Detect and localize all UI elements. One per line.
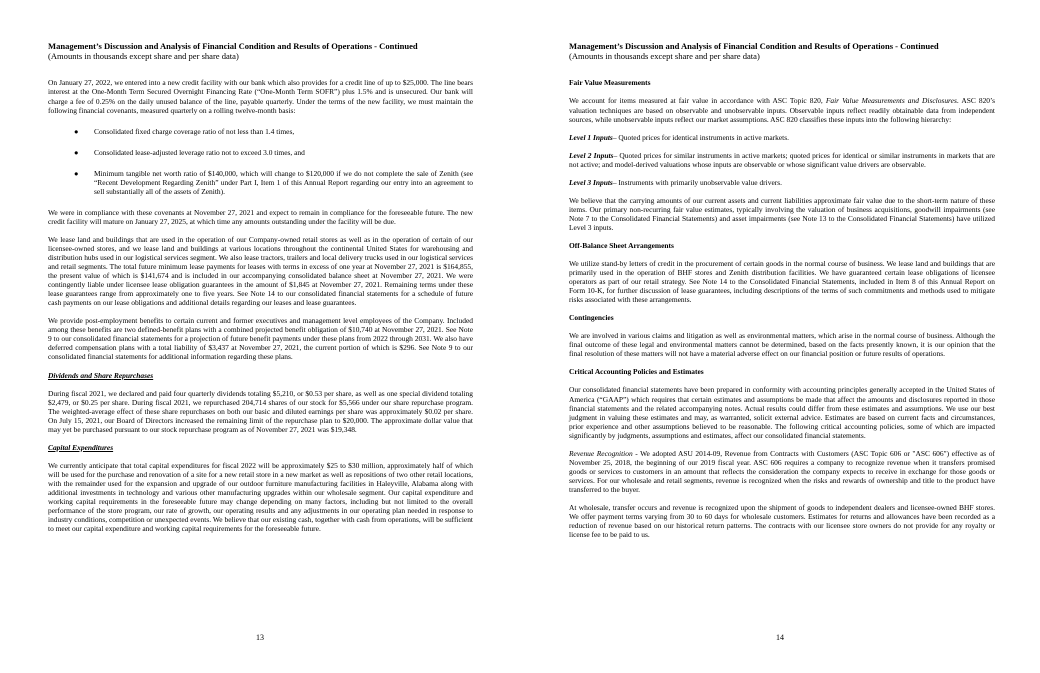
dividends-heading: Dividends and Share Repurchases (48, 370, 154, 380)
credit-facility-paragraph: On January 27, 2022, we entered into a new credit facility with our bank which also provides for a credit line of up to $25,000. The line bears interest at the One-Month Term Secured Overnight Financing Rate (“One-Month Term SOFR”) plus 1.5% and is unsecured. Our bank will charge a fee of 0.25% on the daily unused balance of the line, payable quarterly. Under the terms of the new facility, we must maintain the following financial covenants, measured quarterly on a rolling twelve-month basis: (48, 78, 473, 115)
bullet-icon: ● (74, 147, 79, 157)
off-balance-paragraph: We utilize stand-by letters of credit in the procurement of certain goods in the normal course of business. We lease land and buildings that are primarily used in the operation of BHF stores and Zenith distribution facilities. We have guaranteed certain lease obligations of licensee operators as part of our retail strategy. See Note 14 to the Consolidated Financial Statements, included in Item 8 of this Annual Report on Form 10-K, for further discussion of lease guarantees, including descriptions of the terms of such commitments and methods used to mitigate risks associated with these arrangements. (569, 259, 995, 305)
dividends-paragraph: During fiscal 2021, we declared and paid four quarterly dividends totaling $5,210, or $0.53 per share, as well as one special dividend totaling $2,479, or $0.25 per share. During fiscal 2021, we repurchased 204,714 shares of our stock for $5,566 under our share repurchase program. The weighted-average effect of these share repurchases on both our basic and diluted earnings per share was approximately $0.02 per share. On July 15, 2021, our Board of Directors increased the remaining limit of the repurchase plan to $20,000. The approximate dollar value that may yet be purchased pursuant to our stock repurchase program as of November 27, 2021 was $19,348. (48, 388, 473, 434)
page-header-subtitle: (Amounts in thousands except share and per share data) (48, 51, 239, 62)
post-employment-paragraph: We provide post-employment benefits to certain current and former executives and management level employees of the Company. Included among these benefits are two defined-benefit plans with a combined projected benefit obligation of $10,740 at November 27, 2021. See Note 9 to our consolidated financial statements for a projection of future benefit payments under these plans from 2022 through 2031. We also have deferred compensation plans with a total liability of $3,437 at November 27, 2021, the current portion of which is $296. See Note 9 to our consolidated financial statements for additional information regarding these plans. (48, 316, 473, 362)
page-14-content (569, 41, 995, 539)
wholesale-revenue-paragraph: At wholesale, transfer occurs and revenue is recognized upon the shipment of goods to independent dealers and licensee-owned BHF stores. We offer payment terms varying from 30 to 60 days for wholesale customers. Estimates for returns and allowances have been recorded as a reduction of revenue based on our historical return patterns. The contracts with our licensee store owners do not provide for any royalty or license fee to be paid to us. (569, 503, 995, 540)
leases-paragraph: We lease land and buildings that are used in the operation of our Company-owned retail stores as well as in the operation of certain of our licensee-owned stores, and we lease land and buildings at various locations throughout the continental United States for warehousing and distribution hubs used in our logistical services segment. We also lease tractors, trailers and local delivery trucks used in our logistical services and retail segments. The total future minimum lease payments for leases with terms in excess of one year at November 27, 2021 is $164,855, the present value of which is $141,674 and is included in our accompanying consolidated balance sheet at November 27, 2021. We were contingently liable under licensee lease obligation guarantees in the amount of $1,845 at November 27, 2021. Remaining terms under these lease guarantees range from approximately one to five years. See Note 14 to our consolidated financial statements for a schedule of future cash payments on our lease obligations and additional details regarding our leases and lease guarantees. (48, 234, 473, 308)
level-2-paragraph: Level 2 Inputs– Quoted prices for similar instruments in active markets; quoted prices for identical or similar instruments in markets that are not active; and model-derived valuations whose inputs are observable or whose significant value drivers are observable. (569, 150, 995, 169)
covenant-compliance-paragraph: We were in compliance with these covenants at November 27, 2021 and expect to remain in compliance for the foreseeable future. The new credit facility will mature on January 27, 2025, at which time any amounts outstanding under the facility will be due. (48, 207, 473, 226)
covenant-item: ● Consolidated lease-adjusted leverage ratio not to exceed 3.0 times, and (74, 147, 305, 157)
capex-heading: Capital Expenditures (48, 442, 114, 452)
level-1-paragraph: Level 1 Inputs– Quoted prices for identical instruments in active markets. (569, 132, 789, 142)
fair-value-conclusion-paragraph: We believe that the carrying amounts of our current assets and current liabilities approximate fair value due to the short-term nature of these items. Our primary non-recurring fair value estimates, typically involving the valuation of business acquisitions, goodwill impairments (see Note 7 to the Consolidated Financial Statements) and asset impairments (see Note 13 to the Consolidated Financial Statements) have utilized Level 3 inputs. (569, 195, 995, 232)
bullet-icon: ● (74, 126, 79, 136)
covenant-list (48, 127, 473, 196)
page-header-subtitle: (Amounts in thousands except share and per share data) (569, 51, 760, 62)
fair-value-paragraph: We account for items measured at fair value in accordance with ASC Topic 820, Fair Value Measurements and Disclosures. ASC 820’s valuation techniques are based on observable and unobservable inputs. Observable inputs reflect readily obtainable data from independent sources, while unobservable inputs reflect our market assumptions. ASC 820 classifies these inputs into the following hierarchy: (569, 96, 995, 124)
revenue-recognition-paragraph: Revenue Recognition - We adopted ASU 2014-09, Revenue from Contracts with Customers (ASC Topic 606 or "ASC 606") effective as of November 25, 2018, the beginning of our 2019 fiscal year. ASC 606 requires a company to recognize revenue when it transfers promised goods or services to customers in an amount that reflects the consideration the company expects to receive in exchange for those goods or services. For our wholesale and retail segments, revenue is recognized when the risks and rewards of ownership and title to the product have transferred to the buyer. (569, 448, 996, 494)
level-3-paragraph: Level 3 Inputs– Instruments with primarily unobservable value drivers. (569, 177, 782, 187)
page-number: 14 (776, 633, 784, 642)
contingencies-heading: Contingencies (569, 313, 614, 323)
critical-policies-heading: Critical Accounting Policies and Estimates (569, 367, 704, 377)
page-14 (520, 0, 1040, 673)
covenant-item: ● Minimum tangible net worth ratio of $140,000, which will change to $120,000 if we do not complete the sale of Zenith (see “Recent Development Regarding Zenith” under Part I, Item 1 of this Annual Report regarding our entry into an agreement to sell substantially all of the assets of Zenith). (74, 168, 473, 196)
page-number: 13 (256, 633, 264, 642)
contingencies-paragraph: We are involved in various claims and litigation as well as environmental matters, which arise in the normal course of business. Although the final outcome of these legal and environmental matters cannot be determined, based on the facts presently known, it is our opinion that the final resolution of these matters will not have a material adverse effect on our financial position or future results of operations. (569, 331, 995, 359)
page-13-content (48, 41, 473, 533)
fair-value-heading: Fair Value Measurements (569, 78, 651, 88)
off-balance-heading: Off-Balance Sheet Arrangements (569, 240, 674, 250)
page-header-title: Management’s Discussion and Analysis of Financial Condition and Results of Operations - Continued (48, 41, 418, 51)
bullet-icon: ● (74, 168, 79, 178)
capex-paragraph: We currently anticipate that total capital expenditures for fiscal 2022 will be approximately $25 to $30 million, approximately half of which will be used for the purchase and renovation of a site for a new retail store in a new market as well as repositions of two other retail locations, with the remainder used for the expansion and upgrade of our outdoor furniture manufacturing facilities in Haleyville, Alabama along with additional investments in technology and various other manufacturing upgrades within our wholesale segment. Our capital expenditure and working capital requirements in the foreseeable future may change depending on many factors, including but not limited to the overall performance of the store program, our rate of growth, our operating results and any adjustments in our operating plan needed in response to industry conditions, competition or unexpected events. We believe that our existing cash, together with cash from operations, will be sufficient to meet our capital expenditure and working capital requirements for the foreseeable future. (48, 460, 473, 534)
covenant-item: ● Consolidated fixed charge coverage ratio of not less than 1.4 times, (74, 126, 295, 136)
critical-policies-paragraph: Our consolidated financial statements have been prepared in conformity with accounting principles generally accepted in the United States of America (“GAAP”) which requires that certain estimates and assumptions be made that affect the amounts and disclosures reported in those financial statements and the related accompanying notes. Actual results could differ from these estimates and assumptions. We use our best judgment in valuing these estimates and may, as warranted, solicit external advice. Estimates are based on current facts and circumstances, prior experience and other assumptions believed to be reasonable. The following critical accounting policies, some of which are impacted significantly by judgments, assumptions and estimates, affect our consolidated financial statements. (569, 385, 995, 440)
page-header-title: Management’s Discussion and Analysis of Financial Condition and Results of Operations - Continued (569, 41, 939, 51)
